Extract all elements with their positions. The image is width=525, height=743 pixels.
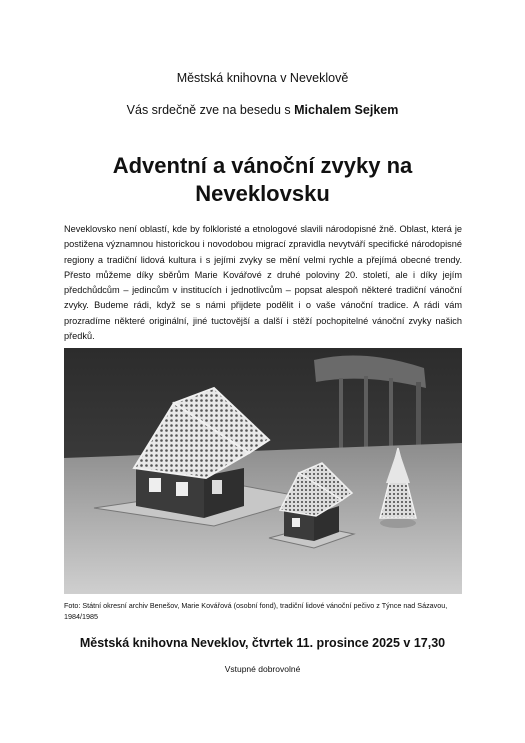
event-title-line-2: Neveklovsku bbox=[195, 181, 330, 206]
invitation-line bbox=[0, 103, 525, 117]
entry-note: Vstupné dobrovolné bbox=[224, 664, 301, 674]
event-title-line-1: Adventní a vánoční zvyky na bbox=[112, 153, 413, 178]
photo-caption: Foto: Státní okresní archiv Benešov, Marie Kovářová (osobní fond), tradiční lidové vánoční pečivo z Týnce nad Sázavou, 1984/1985 bbox=[64, 601, 448, 621]
organizer-line: Městská knihovna v Neveklově bbox=[176, 71, 349, 85]
invitation-text: Vás srdečně zve na besedu s bbox=[126, 103, 295, 117]
description-paragraph: Neveklovsko není oblastí, kde by folkloristé a etnologové slavili národopisné žně. Oblast, která je postižena významnou historickou i novodobou migrací zpravidla nevytváří specifické národopisné regiony a tradiční lidová kultura i s jejími zvyky se mění velmi rychle a přejímá obecné trendy. Přesto můžeme díky sběrům Marie Kovářové z druhé poloviny 20. století, ale i díky jejím předchůdcům – jedincům v institucích i jednotlivcům – popsat alespoň některé tradiční vánoční zvyky. Budeme rádi, když se s námi přijdete podělit i o vaše vánoční tradice. A rádi vám prozradíme některé originální, jiné tuctovější a další i stěží pochopitelné vánoční zvyky našich předků. bbox=[64, 224, 462, 342]
gingerbread-houses-photo bbox=[64, 348, 462, 594]
event-title bbox=[40, 152, 485, 208]
speaker-name: Michalem Sejkem bbox=[294, 103, 399, 117]
event-details: Městská knihovna Neveklov, čtvrtek 11. prosince 2025 v 17,30 bbox=[79, 636, 446, 650]
